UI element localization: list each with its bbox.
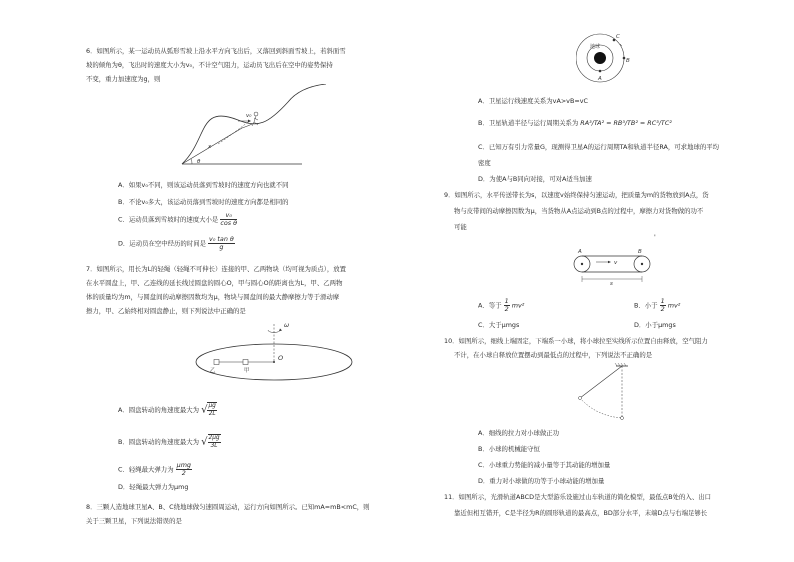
q9-a-label: A (578, 249, 582, 255)
q9-option-a-num: 1 (504, 297, 509, 305)
q6-option-c-num: v₀ (220, 212, 237, 220)
q8-a-label: A (598, 76, 602, 82)
q9-stray-mark: ' (654, 233, 656, 241)
q6-v0-label: v₀ (246, 113, 252, 119)
q11-stem-line2: 靠近但相互错开，C是半径为R的圆形轨道的最高点，BD部分水平，末端D点与右端足够长 (454, 509, 708, 517)
q6-x-label: x (208, 144, 212, 150)
q9-option-b-fraction (660, 298, 666, 313)
q10-option-b: B．小球的机械能守恒 (478, 445, 540, 453)
q8-option-c-line2: 密度 (478, 159, 491, 167)
q7-option-a-text: A．圆盘转动的角速度最大为 (118, 406, 200, 414)
q8-option-b-formula: RA³/TA² = RB³/TB² = RC³/TC² (580, 119, 672, 127)
q8-c-label: C (616, 34, 620, 40)
q6-option-c-text: C．运动员落到雪坡时的速度大小是 (118, 215, 219, 224)
q7-option-d: D．轻绳最大弹力为μmg (118, 483, 189, 491)
q7-yi-label: 乙 (210, 368, 216, 374)
q6-option-d-fraction (208, 236, 235, 251)
q10-option-c: C．小球重力势能的减小量等于其动能的增加量 (478, 461, 611, 469)
q8-stem-line2: 关于三颗卫星，下列说法错误的是 (86, 517, 182, 525)
q8-option-a: A．卫星运行线速度关系为vA>vB=vC (478, 97, 588, 105)
q7-option-c (118, 462, 192, 477)
q7-option-a-num: μg (208, 403, 216, 409)
q8-option-c-line1: C．已知万有引力常量G，现测得卫星A的运行周期TA和轨道半径RA，可求地球的平均 (478, 143, 720, 151)
q9-option-b-num: 1 (660, 297, 665, 305)
q8-option-d: D．为使A与B同向对接，可对A适当加速 (478, 175, 592, 183)
q6-option-d-num: v₀ tan θ (209, 235, 234, 243)
q10-option-a: A．细线的拉力对小球做正功 (478, 429, 560, 437)
q10-option-d: D．重力对小球做的功等于小球动能的增加量 (478, 477, 605, 485)
q7-option-b-sqrt: √ $\frac{2\mu g}{3L}$ (201, 435, 220, 449)
q9-option-c: C．大于μmgs (478, 321, 520, 329)
q7-option-a (118, 402, 217, 418)
q7-option-b-num: 2μg (208, 435, 220, 441)
q7-center-label: O (278, 354, 284, 362)
q9-option-a-suffix: mv² (511, 301, 525, 310)
q6-option-b: B．不论v₀多大，该运动员落到雪坡时的速度方向都是相同的 (118, 198, 289, 206)
q9-option-d: D．小于μmgs (634, 321, 676, 329)
q8-satellite-orbit-figure (576, 30, 648, 86)
q6-stem-line3: 不变，重力加速度为g，则 (86, 75, 161, 83)
q7-option-a-den: 2L (208, 411, 216, 417)
q8-option-b (478, 118, 672, 128)
q8-option-b-text: B．卫星轨道半径与运行周期关系为 (478, 119, 579, 127)
q7-jia-label: 甲 (244, 368, 250, 374)
q7-stem-line1: 7．如图所示，用长为L的轻绳（轻绳不可伸长）连接的甲、乙两物块（均可视为质点），放置 (86, 265, 347, 273)
q9-stem-line3: 可能 (454, 223, 467, 231)
q8-stem-line1: 8．三颗人造地球卫星A、B、C绕地球做匀速圆周运动，运行方向如图所示。已知mA=mB<mC，则 (86, 503, 370, 511)
q7-rotating-disk-figure (188, 318, 360, 386)
q9-option-a (478, 298, 524, 313)
q9-option-a-fraction (504, 298, 510, 313)
q6-option-d-den: g (219, 243, 224, 251)
q9-option-b-den: 2 (660, 305, 665, 313)
q6-option-a: A．如果v₀不同，则该运动员落到雪坡时的速度方向也就不同 (118, 181, 289, 189)
q10-pendulum-figure (572, 362, 642, 424)
q7-stem-line2: 在水平圆盘上，甲、乙连线的延长线过圆盘的圆心O，甲与圆心O的距离也为L，甲、乙两物 (86, 279, 343, 287)
q9-b-label: B (638, 249, 642, 255)
q7-option-a-sqrt: √ $\frac{\mu g}{2L}$ (201, 403, 216, 417)
q7-option-c-den: 2 (181, 469, 186, 477)
q9-v-label: v (614, 260, 618, 266)
q7-option-c-text: C．轻绳最大弹力为 (118, 465, 174, 474)
q7-option-c-fraction (176, 462, 192, 477)
q9-s-label: s (610, 281, 613, 286)
q6-option-d-text: D．运动员在空中经历的时间是 (118, 239, 206, 248)
q6-stem-line1: 6．如图所示，某一运动员从弧形雪坡上沿水平方向飞出后，又落回到斜面雪坡上，若斜面雪 (86, 47, 346, 55)
q9-option-a-den: 2 (504, 305, 509, 313)
q7-option-c-num: μmg (176, 461, 191, 469)
q7-stem-line4: 擦力，甲、乙始终相对圆盘静止，则下列说法中正确的是 (86, 307, 246, 315)
q9-option-a-text: A．等于 (478, 301, 502, 310)
q7-option-b-text: B．圆盘转动的角速度最大为 (118, 438, 200, 446)
q9-option-b-text: B．小于 (634, 301, 658, 310)
q11-stem-line1: 11．如图所示，光滑轨道ABCD是大型游乐设施过山车轨道的简化模型，最低点B处的入、出口 (444, 493, 711, 501)
q6-ski-slope-figure (178, 84, 328, 170)
q9-option-b-suffix: mv² (667, 301, 681, 310)
q7-stem-line3: 体的质量均为m，与圆盘间的动摩擦因数均为μ，物块与圆盘间的最大静摩擦力等于滑动摩 (86, 293, 340, 301)
q8-b-label: B (626, 58, 630, 64)
q6-theta-label: θ (197, 159, 201, 165)
q8-earth-label: 地球 (590, 44, 601, 50)
q9-conveyor-belt-figure (570, 246, 654, 286)
q6-option-c-fraction (220, 212, 237, 227)
q7-option-b (118, 434, 221, 450)
q6-stem-line2: 坡的倾角为θ，飞出时的速度大小为v₀，不计空气阻力，运动员飞出后在空中的姿势保持 (86, 61, 333, 69)
q6-option-c-den: cos θ (220, 219, 238, 227)
q6-option-c (118, 212, 237, 227)
q7-option-b-den: 3L (210, 443, 218, 449)
q6-option-d (118, 236, 235, 251)
q10-stem-line1: 10．如图所示，细线上端固定，下端系一小球，将小球拉至实线所示位置自由释放，空气阻力 (444, 337, 708, 345)
q10-stem-line2: 不计，在小球自释放位置摆动到最低点的过程中，下列说法不正确的是 (454, 351, 653, 359)
q9-option-b (634, 298, 680, 313)
q9-stem-line1: 9．如图所示，水平传送带长为s，以速度v始终保持匀速运动，把质量为m的货物放到A点，货 (444, 191, 709, 199)
q7-omega-label: ω (284, 322, 290, 329)
q9-stem-line2: 物与皮带间的动摩擦因数为μ，当货物从A点运动到B点的过程中，摩擦力对货物做的功不 (454, 207, 704, 215)
